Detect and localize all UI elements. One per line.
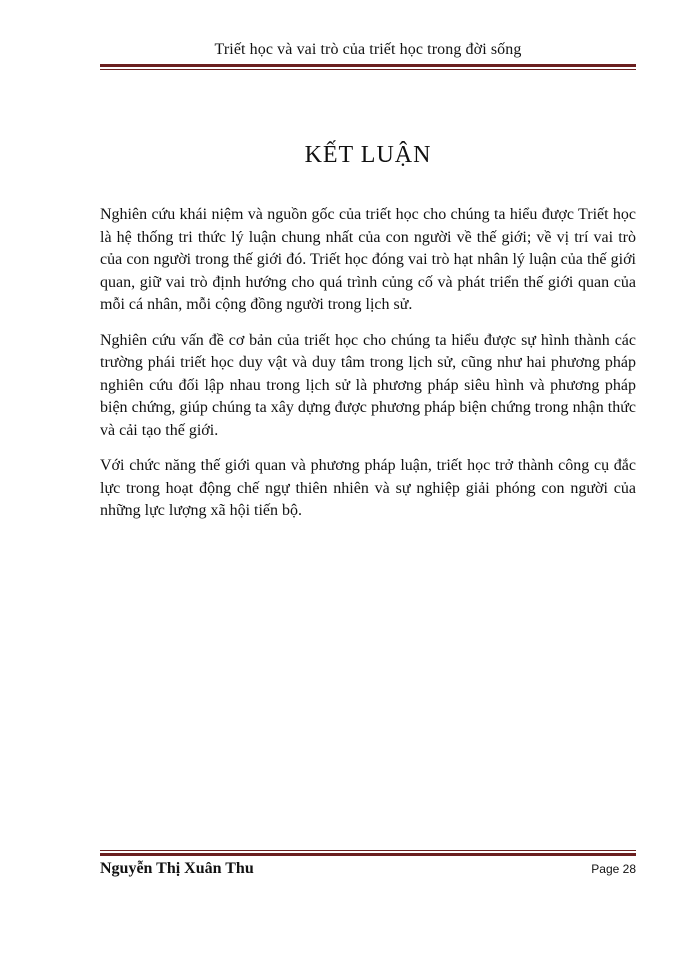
header-divider	[100, 64, 636, 70]
paragraph: Nghiên cứu khái niệm và nguồn gốc của triết học cho chúng ta hiểu được Triết học là hệ thống tri thức lý luận chung nhất của con người về thế giới; về vị trí vai trò của con người trong thế giới đó. Triết học đóng vai trò hạt nhân lý luận của thế giới quan, giữ vai trò định hướng cho quá trình củng cố và phát triển thế giới quan của mỗi cá nhân, mỗi cộng đồng người trong lịch sử.	[100, 206, 636, 313]
footer-author: Nguyễn Thị Xuân Thu	[100, 860, 254, 877]
paragraph: Nghiên cứu vấn đề cơ bản của triết học cho chúng ta hiểu được sự hình thành các trường phái triết học duy vật và duy tâm trong lịch sử, cũng như hai phương pháp nghiên cứu đối lập nhau trong lịch sử là phương pháp siêu hình và phương pháp biện chứng, giúp chúng ta xây dựng được phương pháp biện chứng trong nhận thức và cải tạo thế giới.	[100, 331, 636, 439]
paragraph: Với chức năng thế giới quan và phương pháp luận, triết học trở thành công cụ đắc lực trong hoạt động chế ngự thiên nhiên và sự nghiệp giải phóng con người của những lực lượng xã hội tiến bộ.	[100, 457, 636, 519]
page-number: Page 28	[591, 862, 636, 876]
section-heading: KẾT LUẬN	[304, 142, 432, 168]
footer-divider	[100, 850, 636, 856]
body-text	[100, 204, 636, 536]
running-header-title: Triết học và vai trò của triết học trong đời sống	[214, 41, 522, 58]
